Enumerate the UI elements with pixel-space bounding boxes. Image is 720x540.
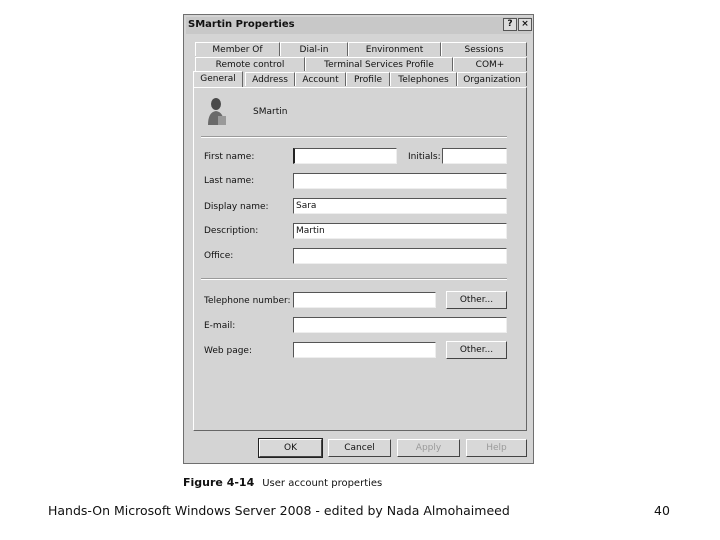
username-label: SMartin bbox=[253, 107, 288, 117]
tab-dial-in[interactable]: Dial-in bbox=[280, 42, 348, 56]
first-name-field[interactable] bbox=[293, 148, 397, 164]
tab-address[interactable]: Address bbox=[245, 72, 295, 86]
cancel-button[interactable]: Cancel bbox=[328, 439, 391, 457]
tab-member-of[interactable]: Member Of bbox=[195, 42, 280, 56]
close-button[interactable]: × bbox=[518, 18, 532, 31]
email-field[interactable] bbox=[293, 317, 507, 333]
tab-profile[interactable]: Profile bbox=[346, 72, 390, 86]
office-field[interactable] bbox=[293, 248, 507, 264]
web-page-other-button[interactable]: Other... bbox=[446, 341, 507, 359]
figure-caption bbox=[183, 476, 382, 489]
description-label: Description: bbox=[204, 226, 259, 236]
tab-general[interactable]: General bbox=[193, 71, 243, 87]
page-number: 40 bbox=[654, 503, 670, 518]
window-title: SMartin Properties bbox=[188, 19, 295, 30]
first-name-label: First name: bbox=[204, 152, 255, 162]
help-title-button[interactable]: ? bbox=[503, 18, 517, 31]
telephone-label: Telephone number: bbox=[204, 296, 291, 306]
web-page-label: Web page: bbox=[204, 346, 252, 356]
help-button[interactable]: Help bbox=[466, 439, 527, 457]
display-name-label: Display name: bbox=[204, 202, 269, 212]
initials-field[interactable] bbox=[442, 148, 507, 164]
display-name-field[interactable]: Sara bbox=[293, 198, 507, 214]
description-field[interactable]: Martin bbox=[293, 223, 507, 239]
title-bar bbox=[186, 17, 531, 34]
tab-telephones[interactable]: Telephones bbox=[390, 72, 457, 86]
user-icon bbox=[206, 97, 228, 127]
figure-text: User account properties bbox=[262, 478, 383, 489]
separator-middle bbox=[201, 278, 507, 280]
properties-dialog bbox=[183, 14, 534, 464]
web-page-field[interactable] bbox=[293, 342, 436, 358]
last-name-field[interactable] bbox=[293, 173, 507, 189]
slide-footer: Hands-On Microsoft Windows Server 2008 - edited by Nada Almohaimeed bbox=[48, 503, 510, 518]
tab-sessions[interactable]: Sessions bbox=[441, 42, 527, 56]
separator-top bbox=[201, 136, 507, 138]
tab-remote-control[interactable]: Remote control bbox=[195, 57, 305, 71]
figure-number: Figure 4-14 bbox=[183, 476, 255, 489]
tab-com-plus[interactable]: COM+ bbox=[453, 57, 527, 71]
tab-organization[interactable]: Organization bbox=[457, 72, 527, 86]
apply-button[interactable]: Apply bbox=[397, 439, 460, 457]
telephone-other-button[interactable]: Other... bbox=[446, 291, 507, 309]
office-label: Office: bbox=[204, 251, 234, 261]
initials-label: Initials: bbox=[408, 152, 441, 162]
tab-environment[interactable]: Environment bbox=[348, 42, 441, 56]
ok-button[interactable]: OK bbox=[259, 439, 322, 457]
tab-account[interactable]: Account bbox=[295, 72, 346, 86]
last-name-label: Last name: bbox=[204, 176, 255, 186]
tab-terminal-services-profile[interactable]: Terminal Services Profile bbox=[305, 57, 453, 71]
email-label: E-mail: bbox=[204, 321, 236, 331]
telephone-field[interactable] bbox=[293, 292, 436, 308]
